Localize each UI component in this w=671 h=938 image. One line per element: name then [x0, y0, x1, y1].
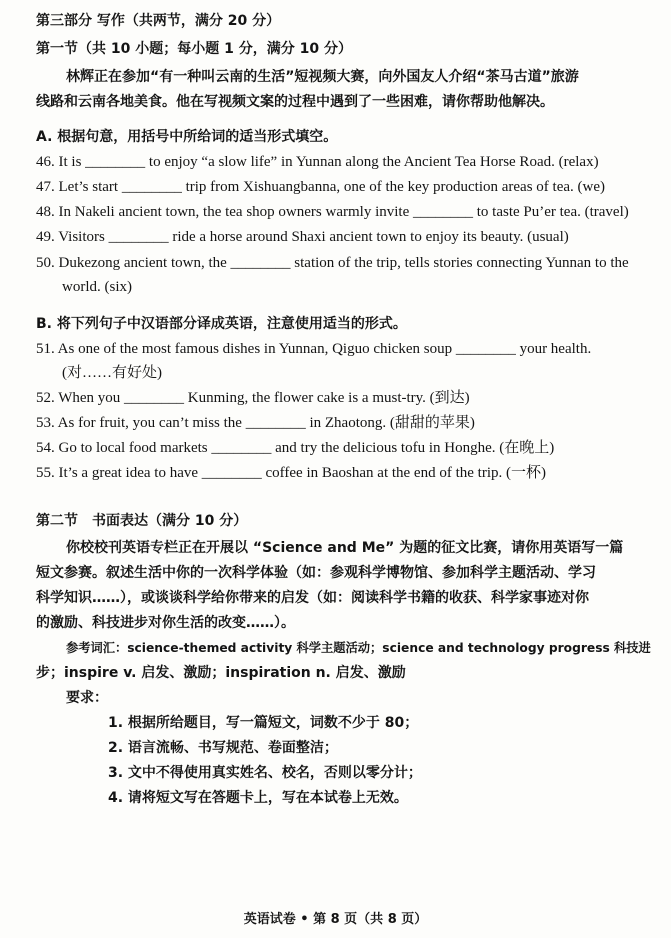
section2-title: 第二节 书面表达（满分 10 分）	[36, 513, 248, 529]
vocab-line2: 步；inspire v. 启发、激励；inspiration n. 启发、激励	[36, 665, 406, 681]
part-a-title: A. 根据句意，用括号中所给词的适当形式填空。	[36, 129, 338, 145]
question-46: 46. It is ________ to enjoy “a slow life” in Yunnan along the Ancient Tea Horse Road. (relax)	[36, 154, 599, 170]
vocab-line1: 参考词汇：science-themed activity 科学主题活动；science and technology progress 科技进	[66, 641, 651, 655]
section2-prompt-line4: 的激励、科技进步对你生活的改变……）。	[36, 615, 295, 631]
question-51-hint: (对……有好处)	[62, 365, 162, 381]
question-55: 55. It’s a great idea to have ________ coffee in Baoshan at the end of the trip. (一杯)	[36, 465, 546, 481]
question-54: 54. Go to local food markets ________ and try the delicious tofu in Honghe. (在晚上)	[36, 440, 555, 456]
section1-intro-line2: 线路和云南各地美食。他在写视频文案的过程中遇到了一些困难，请你帮助他解决。	[36, 94, 554, 110]
question-49: 49. Visitors ________ ride a horse around Shaxi ancient town to enjoy its beauty. (usual)	[36, 229, 569, 245]
requirement-4: 4. 请将短文写在答题卡上，写在本试卷上无效。	[108, 790, 408, 806]
page-footer: 英语试卷 • 第 8 页（共 8 页）	[243, 912, 428, 927]
question-48: 48. In Nakeli ancient town, the tea shop owners warmly invite ________ to taste Pu’er tea. (travel)	[36, 204, 629, 220]
requirement-2: 2. 语言流畅、书写规范、卷面整洁；	[108, 740, 338, 756]
question-52: 52. When you ________ Kunming, the flower cake is a must-try. (到达)	[36, 390, 470, 406]
section2-prompt-line3: 科学知识……），或谈谈科学给你带来的启发（如：阅读科学书籍的收获、科学家事迹对你	[36, 590, 589, 606]
question-51: 51. As one of the most famous dishes in Yunnan, Qiguo chicken soup ________ your health.	[36, 341, 592, 357]
requirement-3: 3. 文中不得使用真实姓名、校名，否则以零分计；	[108, 765, 422, 781]
section1-title: 第一节（共 10 小题；每小题 1 分，满分 10 分）	[36, 41, 352, 57]
question-53: 53. As for fruit, you can’t miss the ________ in Zhaotong. (甜甜的苹果)	[36, 415, 475, 431]
question-50: 50. Dukezong ancient town, the ________ station of the trip, tells stories connecting Yunnan to the	[36, 255, 629, 271]
section2-prompt-line1: 你校校刊英语专栏正在开展以 “Science and Me” 为题的征文比赛，请你用英语写一篇	[66, 540, 624, 556]
section2-prompt-line2: 短文参赛。叙述生活中你的一次科学体验（如：参观科学博物馆、参加科学主题活动、学习	[36, 565, 596, 581]
question-50-cont: world. (six)	[62, 279, 132, 295]
requirement-1: 1. 根据所给题目，写一篇短文，词数不少于 80；	[108, 715, 419, 731]
section1-intro-line1: 林辉正在参加“有一种叫云南的生活”短视频大赛，向外国友人介绍“茶马古道”旅游	[66, 69, 579, 85]
requirements-title: 要求：	[66, 690, 108, 706]
question-47: 47. Let’s start ________ trip from Xishuangbanna, one of the key production areas of tea. (we)	[36, 179, 606, 195]
part-b-title: B. 将下列句子中汉语部分译成英语，注意使用适当的形式。	[36, 316, 407, 332]
part-title: 第三部分 写作（共两节，满分 20 分）	[36, 13, 281, 29]
